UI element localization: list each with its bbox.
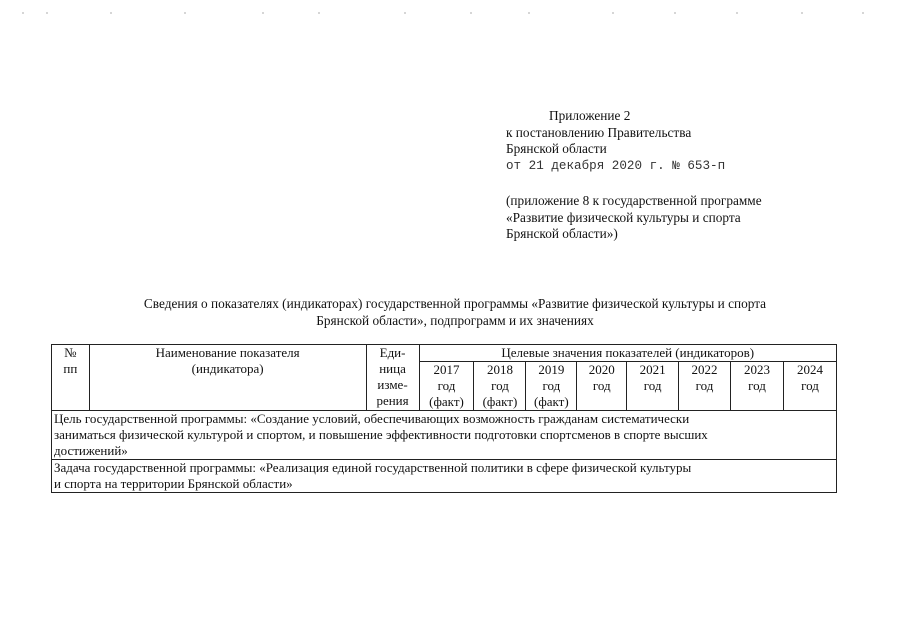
appendix-note-line: «Развитие физической культуры и спорта (506, 209, 741, 225)
document-title (60, 296, 850, 329)
column-header-year: 2021 год (627, 362, 679, 411)
program-goal-row (52, 411, 837, 460)
column-header-indicator-name: Наименование показателя (индикатора) (89, 345, 366, 411)
scan-specks (0, 12, 905, 32)
column-header-year: 2024 год (783, 362, 836, 411)
appendix-line: к постановлению Правительства (506, 124, 692, 140)
column-header-year: 2022 год (679, 362, 731, 411)
indicators-table (51, 344, 837, 493)
document-title-line: Сведения о показателях (индикаторах) государственной программы «Развитие физической культуры и спорта (143, 296, 767, 311)
column-header-year: 2018 год (факт) (474, 362, 526, 411)
appendix-note-line: Брянской области») (506, 226, 618, 241)
appendix-note-line: (приложение 8 к государственной программе (506, 193, 762, 208)
column-header-unit: Еди- ница изме- рения (366, 345, 419, 411)
program-task-cell: Задача государственной программы: «Реализация единой государственной политики в сфере физической культуры и спорта на территории Брянской области» (52, 460, 837, 493)
decree-reference: от 21 декабря 2020 г. № 653-п (506, 158, 726, 173)
column-header-year: 2023 год (731, 362, 784, 411)
column-header-year: 2020 год (577, 362, 627, 411)
column-header-year: 2019 год (факт) (526, 362, 577, 411)
header-row (52, 345, 837, 362)
appendix-heading: Приложение 2 (549, 108, 631, 123)
document-title-line: Брянской области», подпрограмм и их значениях (316, 312, 594, 328)
program-goal-cell: Цель государственной программы: «Создание условий, обеспечивающих возможность гражданам систематически заниматься физической культурой и спортом, и повышение эффективности подготовки спортсменов в спорте высших достижений» (52, 411, 837, 460)
column-header-year: 2017 год (факт) (419, 362, 474, 411)
column-header-number: № пп (52, 345, 90, 411)
program-task-row (52, 460, 837, 493)
appendix-line: Брянской области (506, 141, 607, 156)
column-header-target-values: Целевые значения показателей (индикаторов) (419, 345, 836, 362)
appendix-block (506, 108, 886, 243)
